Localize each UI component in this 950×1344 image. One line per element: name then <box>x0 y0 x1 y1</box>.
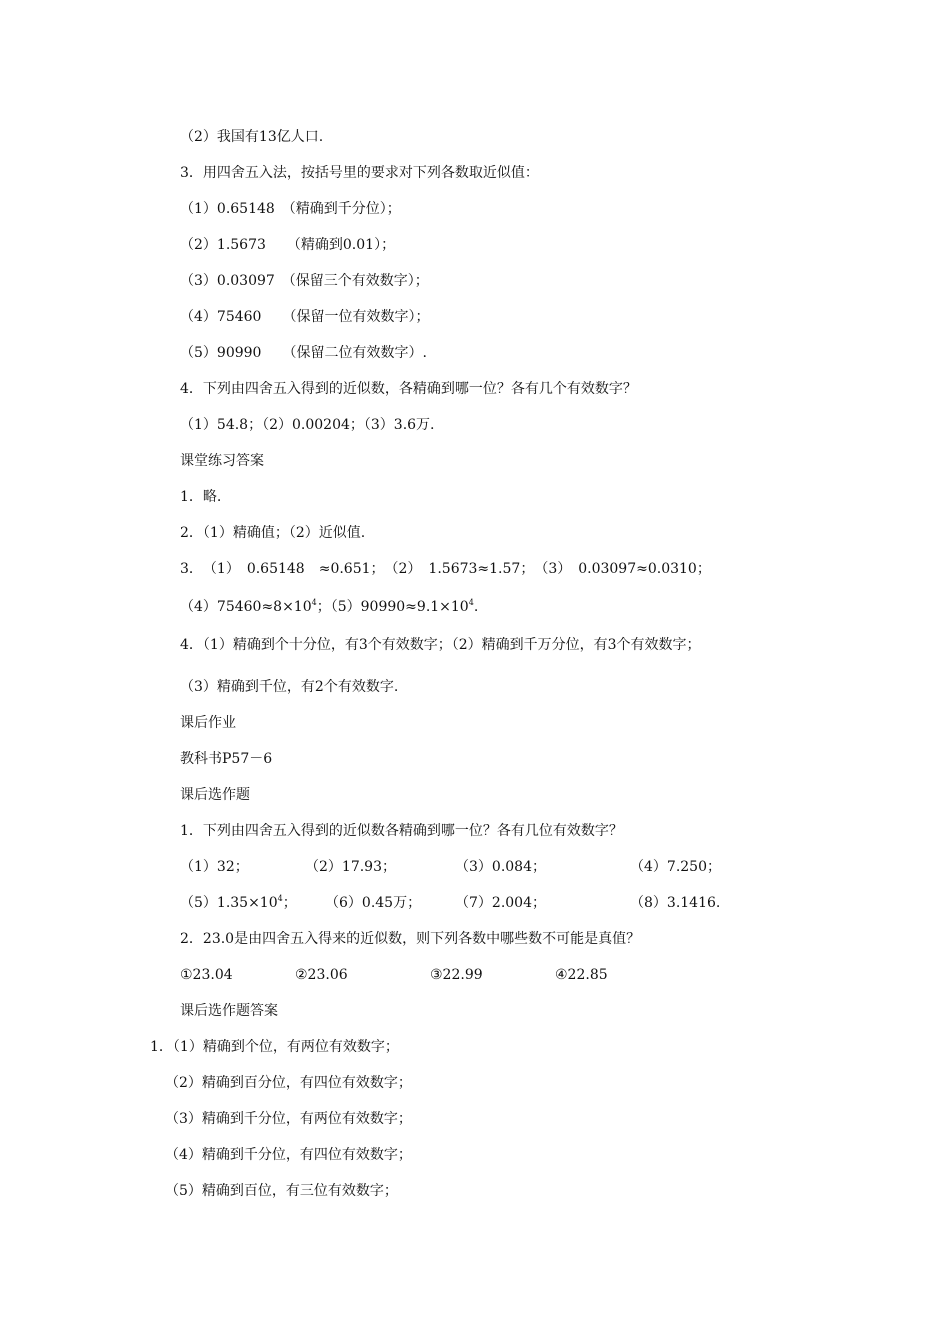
text-segment: ；（5）90990≈9.1×10 <box>316 599 469 615</box>
section-heading: 课后作业 <box>180 715 236 731</box>
exponent: 4 <box>277 894 283 903</box>
text-line: （1）54.8；（2）0.00204；（3）3.6万. <box>180 417 435 433</box>
question-heading: 3．用四舍五入法，按括号里的要求对下列各数取近似值： <box>180 165 539 181</box>
item: （4）7.250； <box>630 859 721 875</box>
text-line: 4．（1）精确到个十分位，有3个有效数字；（2）精确到千万分位，有3个有效数字； <box>180 637 701 653</box>
text-line <box>180 597 478 617</box>
text-line: （2）1.5673 （精确到0.01）； <box>180 237 396 253</box>
text-segment: （5）1.35×10 <box>180 895 278 911</box>
text-line: （2）我国有13亿人口. <box>180 129 324 145</box>
question-heading: 4．下列由四舍五入得到的近似数，各精确到哪一位？各有几个有效数字？ <box>180 381 637 397</box>
item <box>180 893 297 913</box>
item: （3）0.084； <box>455 859 546 875</box>
text-line: （1）0.65148 （精确到千分位）； <box>180 201 401 217</box>
item: （8）3.1416. <box>630 895 721 911</box>
text-line: （2）精确到百分位，有四位有效数字； <box>165 1075 412 1091</box>
section-heading: 课后选作题答案 <box>180 1003 278 1019</box>
text-line: 教科书P57－6 <box>180 751 273 767</box>
exponent: 4 <box>468 598 474 607</box>
section-heading: 课后选作题 <box>180 787 250 803</box>
option: ④22.85 <box>555 967 608 983</box>
question-heading: 2．23.0是由四舍五入得来的近似数，则下列各数中哪些数不可能是真值？ <box>180 931 641 947</box>
question-heading: 1．下列由四舍五入得到的近似数各精确到哪一位？各有几位有效数字？ <box>180 823 623 839</box>
text-segment: . <box>473 599 479 615</box>
item: （1）32； <box>180 859 249 875</box>
option: ②23.06 <box>295 967 348 983</box>
text-line: 3． （1） 0.65148 ≈0.651； （2） 1.5673≈1.57； （3） 0.03097≈0.0310； <box>180 561 711 577</box>
text-line: （5）精确到百位，有三位有效数字； <box>165 1183 398 1199</box>
item: （2）17.93； <box>305 859 396 875</box>
text-line: （4）75460 （保留一位有效数字）； <box>180 309 430 325</box>
text-line: （5）90990 （保留二位有效数字）. <box>180 345 427 361</box>
text-line: 2．（1）精确值；（2）近似值. <box>180 525 366 541</box>
exponent: 4 <box>311 598 317 607</box>
item: （6）0.45万； <box>325 895 422 911</box>
text-line: （3）精确到千位，有2个有效数字. <box>180 679 399 695</box>
text-line: 1．（1）精确到个位，有两位有效数字； <box>150 1039 399 1055</box>
text-line: （3）精确到千分位，有两位有效数字； <box>165 1111 412 1127</box>
text-line: （4）精确到千分位，有四位有效数字； <box>165 1147 412 1163</box>
option: ③22.99 <box>430 967 483 983</box>
text-segment: （4）75460≈8×10 <box>180 599 312 615</box>
text-segment: ； <box>282 895 297 911</box>
text-line: 1．略. <box>180 489 222 505</box>
text-line: （3）0.03097 （保留三个有效数字）； <box>180 273 429 289</box>
item: （7）2.004； <box>455 895 546 911</box>
option: ①23.04 <box>180 967 233 983</box>
section-heading: 课堂练习答案 <box>180 453 264 469</box>
